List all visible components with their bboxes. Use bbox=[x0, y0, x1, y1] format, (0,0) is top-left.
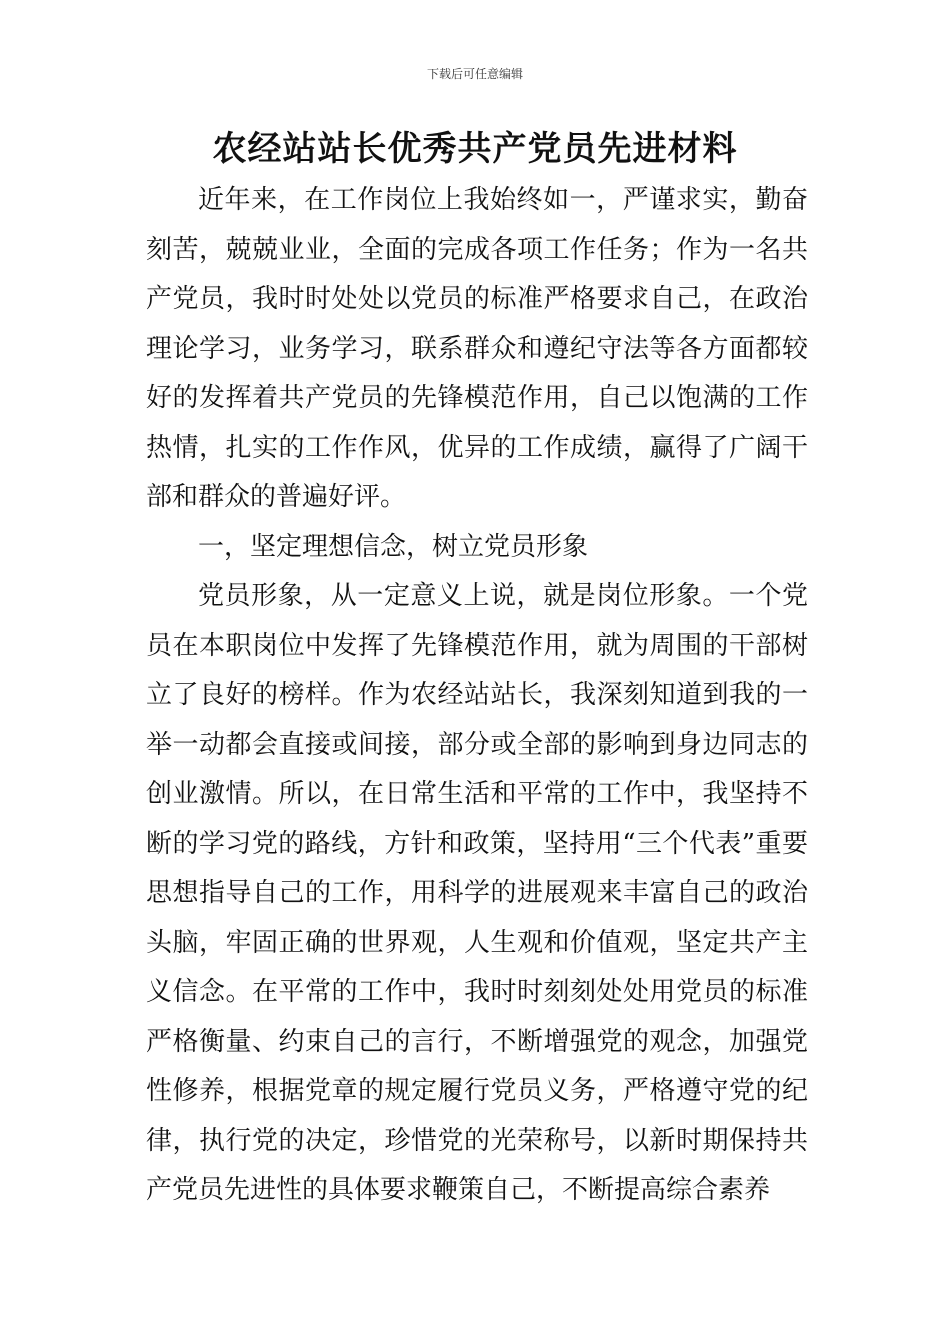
document-title: 农经站站长优秀共产党员先进材料 bbox=[212, 129, 738, 169]
paragraph-section-1: 党员形象，从一定意义上说，就是岗位形象。一个党员在本职岗位中发挥了先锋模范作用，就为周围的干部树立了良好的榜样。作为农经站站长，我深刻知道到我的一举一动都会直接或间接，部分或全部的影响到身边同志的创业激情。所以，在日常生活和平常的工作中，我坚持不断的学习党的路线，方针和政策，坚持用“三个代表”重要思想指导自己的工作，用科学的进展观来丰富自己的政治头脑，牢固正确的世界观，人生观和价值观，坚定共产主义信念。在平常的工作中，我时时刻刻处处用党员的标准严格衡量、约束自己的言行，不断增强党的观念，加强党性修养，根据党章的规定履行党员义务，严格遵守党的纪律，执行党的决定，珍惜党的光荣称号，以新时期保持共产党员先进性的具体要求鞭策自己，不断提高综合素养 bbox=[146, 581, 808, 1205]
paragraph-intro: 近年来，在工作岗位上我始终如一，严谨求实，勤奋刻苦，兢兢业业，全面的完成各项工作任务；作为一名共产党员，我时时处处以党员的标准严格要求自己，在政治理论学习，业务学习，联系群众和遵纪守法等各方面都较好的发挥着共产党员的先锋模范作用，自己以饱满的工作热情，扎实的工作作风，优异的工作成绩，赢得了广阔干部和群众的普遍好评。 bbox=[146, 185, 808, 512]
header-note: 下载后可任意编辑 bbox=[426, 67, 523, 81]
document-body bbox=[146, 176, 808, 1216]
section-heading-1: 一，坚定理想信念，树立党员形象 bbox=[198, 531, 589, 562]
